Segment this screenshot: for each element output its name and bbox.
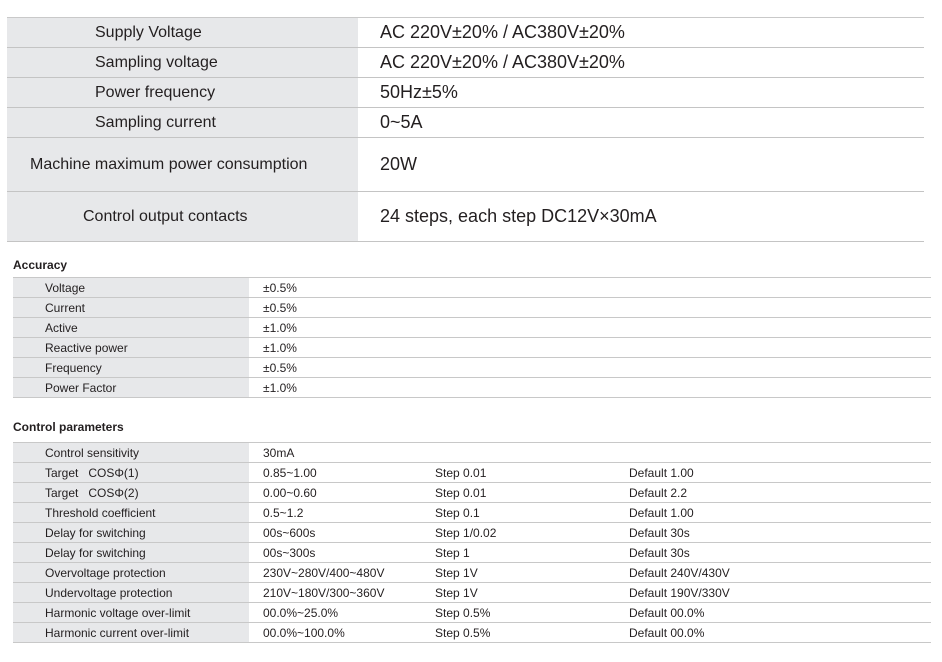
table-row [13,443,931,463]
row-step: Step 1 [435,545,470,560]
spec-label: Sampling current [7,108,358,137]
spec-label: Sampling voltage [7,48,358,77]
row-default: Default 00.0% [629,625,705,640]
spec-label: Power frequency [7,78,358,107]
row-default: Default 1.00 [629,505,694,520]
spec-value: 0~5A [358,108,924,137]
spec-row-supply-voltage [7,18,924,48]
spec-row-power-frequency [7,78,924,108]
table-row [13,298,931,318]
row-range: 00s~300s [263,545,316,560]
row-label: Overvoltage protection [45,565,166,580]
row-label: Undervoltage protection [45,585,173,600]
table-row [13,463,931,483]
control-parameters-title: Control parameters [13,420,124,434]
table-row [13,483,931,503]
row-range: 00.0%~25.0% [263,605,339,620]
row-default: Default 190V/330V [629,585,730,600]
row-range: 30mA [263,445,295,460]
row-label: Frequency [45,360,102,375]
row-default: Default 30s [629,545,690,560]
table-row [13,338,931,358]
table-row [13,583,931,603]
row-step: Step 0.1 [435,505,480,520]
table-row [13,603,931,623]
table-row [13,358,931,378]
row-default: Default 30s [629,525,690,540]
row-range: 0.85~1.00 [263,465,317,480]
row-label: Current [45,300,86,315]
table-row [13,278,931,298]
row-label: Reactive power [45,340,128,355]
row-value: ±1.0% [263,320,297,335]
spec-row-sampling-voltage [7,48,924,78]
spec-value: 24 steps, each step DC12V×30mA [358,192,924,241]
spec-value: 50Hz±5% [358,78,924,107]
row-value: ±1.0% [263,340,297,355]
row-step: Step 1/0.02 [435,525,497,540]
spec-label: Supply Voltage [7,18,358,47]
spec-value: AC 220V±20% / AC380V±20% [358,18,924,47]
row-label: Threshold coefficient [45,505,156,520]
table-row [13,563,931,583]
row-step: Step 0.5% [435,625,491,640]
row-default: Default 2.2 [629,485,688,500]
row-range: 210V~180V/300~360V [263,585,385,600]
table-row [13,503,931,523]
row-label: Control sensitivity [45,445,140,460]
accuracy-table [13,277,931,398]
row-default: Default 1.00 [629,465,694,480]
row-value: ±0.5% [263,300,297,315]
row-range: 0.5~1.2 [263,505,304,520]
row-range: 0.00~0.60 [263,485,317,500]
accuracy-title: Accuracy [13,258,68,272]
spec-row-sampling-current [7,108,924,138]
row-value: ±1.0% [263,380,297,395]
row-range: 00s~600s [263,525,316,540]
row-label: Power Factor [45,380,117,395]
spec-label: Control output contacts [7,192,358,241]
row-value: ±0.5% [263,280,297,295]
row-range: 230V~280V/400~480V [263,565,385,580]
row-step: Step 1V [435,565,478,580]
spec-value: 20W [358,138,924,191]
row-label: Delay for switching [45,525,146,540]
spec-value: AC 220V±20% / AC380V±20% [358,48,924,77]
table-row [13,318,931,338]
row-label: Delay for switching [45,545,146,560]
row-step: Step 0.01 [435,485,487,500]
row-value: ±0.5% [263,360,297,375]
row-label: Active [45,320,78,335]
row-step: Step 0.01 [435,465,487,480]
row-default: Default 240V/430V [629,565,730,580]
spec-label: Machine maximum power consumption [7,138,358,191]
table-row [13,523,931,543]
spec-row-control-output [7,192,924,242]
table-row [13,543,931,563]
table-row [13,378,931,398]
row-step: Step 1V [435,585,478,600]
row-label: Voltage [45,280,86,295]
table-row [13,623,931,643]
row-label: Target COSΦ(1) [45,465,139,480]
specification-table [7,17,924,242]
control-parameters-table [13,442,931,643]
row-label: Harmonic current over-limit [45,625,190,640]
row-label: Target COSΦ(2) [45,485,139,500]
row-default: Default 00.0% [629,605,705,620]
row-label: Harmonic voltage over-limit [45,605,191,620]
spec-row-power-consumption [7,138,924,192]
row-step: Step 0.5% [435,605,491,620]
row-range: 00.0%~100.0% [263,625,345,640]
